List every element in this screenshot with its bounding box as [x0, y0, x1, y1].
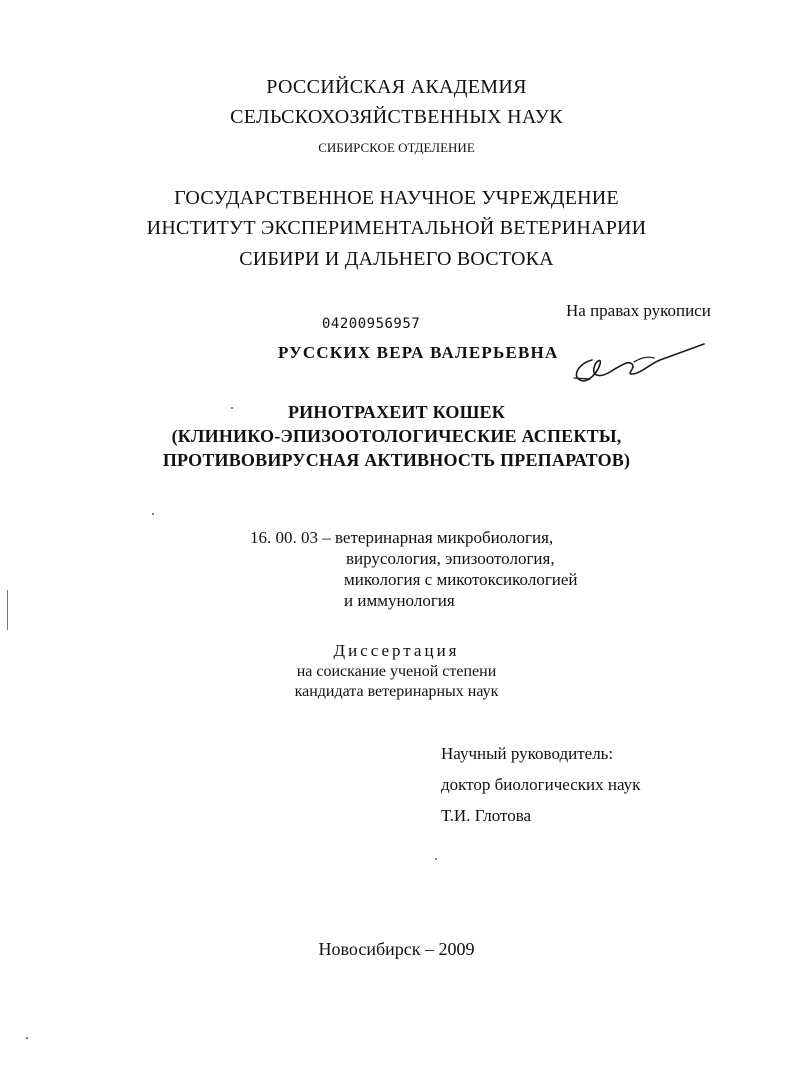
specialty-line1: 16. 00. 03 – ветеринарная микробиология, [250, 528, 554, 547]
signature-image [570, 338, 710, 388]
dissertation-degree-line1: на соискание ученой степени [296, 663, 497, 680]
dissertation-heading: Диссертация [333, 641, 460, 660]
manuscript-rights: На правах рукописи [566, 301, 711, 320]
scan-edge-mark [7, 590, 8, 630]
scan-speck [435, 858, 437, 860]
author-name: РУССКИХ ВЕРА ВАЛЕРЬЕВНА [278, 343, 559, 362]
advisor-degree: доктор биологических наук [441, 775, 641, 794]
specialty-line4: и иммунология [344, 591, 455, 610]
specialty-line3: микология с микотоксикологией [344, 570, 578, 589]
dissertation-degree-line2: кандидата ветеринарных наук [294, 683, 499, 700]
branch-name: СИБИРСКОЕ ОТДЕЛЕНИЕ [318, 140, 475, 155]
advisor-label: Научный руководитель: [441, 744, 614, 763]
institution-line3: СИБИРИ И ДАЛЬНЕГО ВОСТОКА [239, 248, 554, 270]
city-year: Новосибирск – 2009 [318, 939, 475, 959]
institution-line1: ГОСУДАРСТВЕННОЕ НАУЧНОЕ УЧРЕЖДЕНИЕ [174, 187, 619, 209]
dissertation-title-line3: ПРОТИВОВИРУСНАЯ АКТИВНОСТЬ ПРЕПАРАТОВ) [162, 450, 631, 470]
dissertation-title-line2: (КЛИНИКО-ЭПИЗООТОЛОГИЧЕСКИЕ АСПЕКТЫ, [171, 426, 622, 446]
catalog-number: 04200956957 [322, 316, 421, 332]
scan-speck [152, 513, 154, 515]
academy-name-line1: РОССИЙСКАЯ АКАДЕМИЯ [266, 76, 527, 98]
academy-name-line2: СЕЛЬСКОХОЗЯЙСТВЕННЫХ НАУК [230, 106, 563, 128]
advisor-name: Т.И. Глотова [441, 806, 532, 825]
institution-line2: ИНСТИТУТ ЭКСПЕРИМЕНТАЛЬНОЙ ВЕТЕРИНАРИИ [146, 217, 647, 239]
scan-speck [26, 1037, 28, 1039]
specialty-line2: вирусология, эпизоотология, [346, 549, 555, 568]
scan-speck [231, 407, 233, 409]
dissertation-title-line1: РИНОТРАХЕИТ КОШЕК [287, 402, 506, 422]
